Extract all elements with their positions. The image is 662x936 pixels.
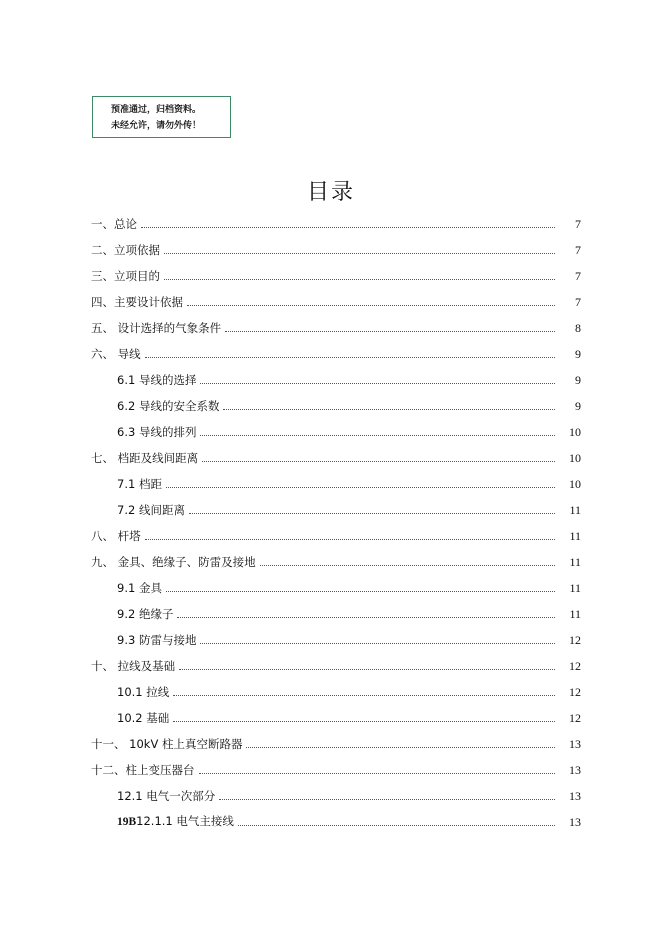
toc-entry-label: 12.1.1 电气主接线: [136, 814, 234, 828]
toc-entry[interactable]: [117, 396, 581, 416]
toc-dot-leader: [145, 356, 555, 358]
toc-entry-label: 六、 导线: [91, 347, 141, 361]
toc-page-number: 11: [569, 503, 581, 517]
toc-entry-title: [91, 734, 242, 754]
toc-entry-title: [91, 552, 256, 572]
toc-entry-title: [117, 578, 162, 598]
toc-page-number: 7: [575, 295, 581, 309]
toc-entry-label: 四、主要设计依据: [91, 295, 183, 309]
toc-entry[interactable]: [117, 630, 581, 650]
toc-dot-leader: [145, 538, 555, 540]
toc-entry[interactable]: [91, 240, 581, 260]
toc-page-number: 12: [569, 633, 581, 647]
toc-dot-leader: [260, 564, 555, 566]
toc-dot-leader: [173, 694, 555, 696]
toc-dot-leader: [199, 772, 556, 774]
toc-entry-title: [91, 292, 183, 312]
toc-entry[interactable]: [91, 656, 581, 676]
toc-entry-title: [91, 240, 160, 260]
toc-dot-leader: [219, 798, 555, 800]
toc-entry-title: [91, 526, 141, 546]
toc-dot-leader: [223, 408, 555, 410]
toc-entry[interactable]: [117, 500, 581, 520]
toc-page-number: 13: [569, 789, 581, 803]
toc-entry[interactable]: [91, 552, 581, 572]
toc-page-number: 13: [569, 763, 581, 777]
toc-page-number: 12: [569, 711, 581, 725]
toc-entry-title: [91, 318, 221, 338]
toc-entry-label: 6.3 导线的排列: [117, 425, 197, 439]
toc-entry[interactable]: [117, 578, 581, 598]
toc-page-number: 11: [569, 581, 581, 595]
toc-entry-title: [91, 656, 175, 676]
toc-page-number: 13: [569, 737, 581, 751]
toc-entry-label: 十二、柱上变压器台: [91, 763, 195, 777]
toc-page-number: 11: [569, 529, 581, 543]
toc-dot-leader: [173, 720, 555, 722]
toc-entry-label: 6.2 导线的安全系数: [117, 399, 220, 413]
toc-entry-label: 十、 拉线及基础: [91, 659, 176, 673]
toc-entry-title: [117, 500, 185, 520]
toc-entry-prefix: 19B: [117, 816, 137, 828]
toc-page-number: 9: [575, 399, 581, 413]
toc-page-number: 12: [569, 659, 581, 673]
toc-entry[interactable]: [117, 812, 581, 832]
toc-entry-title: [117, 396, 219, 416]
stamp-line-2: 未经允许，请勿外传！: [111, 121, 202, 131]
toc-entry-label: 二、立项依据: [91, 243, 160, 257]
toc-entry-label: 七、 档距及线间距离: [91, 451, 199, 465]
toc-dot-leader: [246, 746, 555, 748]
toc-dot-leader: [202, 460, 555, 462]
toc-dot-leader: [141, 226, 555, 228]
toc-entry-title: [91, 448, 198, 468]
toc-entry-label: 7.2 线间距离: [117, 503, 185, 517]
page-title: 目录: [306, 180, 355, 205]
toc-entry[interactable]: [91, 292, 581, 312]
toc-entry[interactable]: [117, 370, 581, 390]
toc-entry-title: [91, 266, 160, 286]
toc-entry[interactable]: [91, 214, 581, 234]
toc-dot-leader: [238, 824, 555, 826]
toc-entry-label: 9.1 金具: [117, 581, 162, 595]
toc-entry[interactable]: [117, 786, 581, 806]
toc-page-number: 10: [569, 477, 581, 491]
toc-page-number: 11: [569, 607, 581, 621]
toc-page-number: 7: [575, 217, 581, 231]
toc-page-number: 11: [569, 555, 581, 569]
toc-page-number: 9: [575, 347, 581, 361]
toc-entry-title: [91, 344, 141, 364]
toc-entry-title: [117, 422, 196, 442]
toc-entry-title: [117, 474, 162, 494]
toc-entry[interactable]: [91, 448, 581, 468]
toc-page-number: 10: [569, 451, 581, 465]
toc-dot-leader: [200, 642, 555, 644]
toc-entry[interactable]: [117, 422, 581, 442]
toc-entry-title: [117, 786, 215, 806]
toc-dot-leader: [179, 668, 555, 670]
toc-entry-label: 9.3 防雷与接地: [117, 633, 197, 647]
toc-page-number: 9: [575, 373, 581, 387]
toc-entry[interactable]: [91, 734, 581, 754]
toc-entry-title: [117, 682, 169, 702]
toc-entry[interactable]: [91, 318, 581, 338]
toc-page-number: 8: [575, 321, 581, 335]
toc-page-number: 7: [575, 243, 581, 257]
toc-dot-leader: [187, 304, 555, 306]
toc-dot-leader: [164, 278, 555, 280]
toc-entry-title: [117, 811, 234, 832]
toc-dot-leader: [164, 252, 555, 254]
toc-entry-label: 九、 金具、绝缘子、防雷及接地: [91, 555, 256, 569]
toc-entry-title: [117, 708, 169, 728]
toc-entry[interactable]: [91, 760, 581, 780]
toc-entry[interactable]: [117, 708, 581, 728]
toc-entry-label: 三、立项目的: [91, 269, 160, 283]
toc-dot-leader: [166, 590, 555, 592]
toc-entry-title: [91, 760, 195, 780]
toc-entry[interactable]: [91, 266, 581, 286]
toc-entry[interactable]: [117, 474, 581, 494]
toc-dot-leader: [189, 512, 555, 514]
toc-entry-label: 7.1 档距: [117, 477, 162, 491]
toc-entry-label: 八、 杆塔: [91, 529, 141, 543]
toc-entry-label: 10.1 拉线: [117, 685, 170, 699]
toc-entry-label: 10.2 基础: [117, 711, 170, 725]
toc-page-number: 13: [569, 815, 581, 829]
toc-page-number: 10: [569, 425, 581, 439]
approval-stamp: [92, 96, 231, 138]
toc-entry[interactable]: [91, 344, 581, 364]
toc-dot-leader: [177, 616, 555, 618]
toc-page-number: 7: [575, 269, 581, 283]
toc-entry-label: 五、 设计选择的气象条件: [91, 321, 222, 335]
toc-entry-title: [117, 370, 196, 390]
toc-dot-leader: [225, 330, 555, 332]
stamp-line-1: 预准通过，归档资料。: [111, 105, 202, 115]
toc-entry-label: 12.1 电气一次部分: [117, 789, 216, 803]
toc-entry-label: 6.1 导线的选择: [117, 373, 197, 387]
toc-entry-label: 一、总论: [91, 217, 137, 231]
toc-page-number: 12: [569, 685, 581, 699]
toc-entry-title: [91, 214, 137, 234]
toc-dot-leader: [166, 486, 555, 488]
toc-entry[interactable]: [117, 682, 581, 702]
toc-entry-title: [117, 604, 173, 624]
toc-entry[interactable]: [117, 604, 581, 624]
toc-entry-label: 十一、 10kV 柱上真空断路器: [91, 737, 243, 751]
toc-entry-title: [117, 630, 196, 650]
toc-entry[interactable]: [91, 526, 581, 546]
toc-entry-label: 9.2 绝缘子: [117, 607, 174, 621]
toc-dot-leader: [200, 434, 555, 436]
toc-dot-leader: [200, 382, 555, 384]
